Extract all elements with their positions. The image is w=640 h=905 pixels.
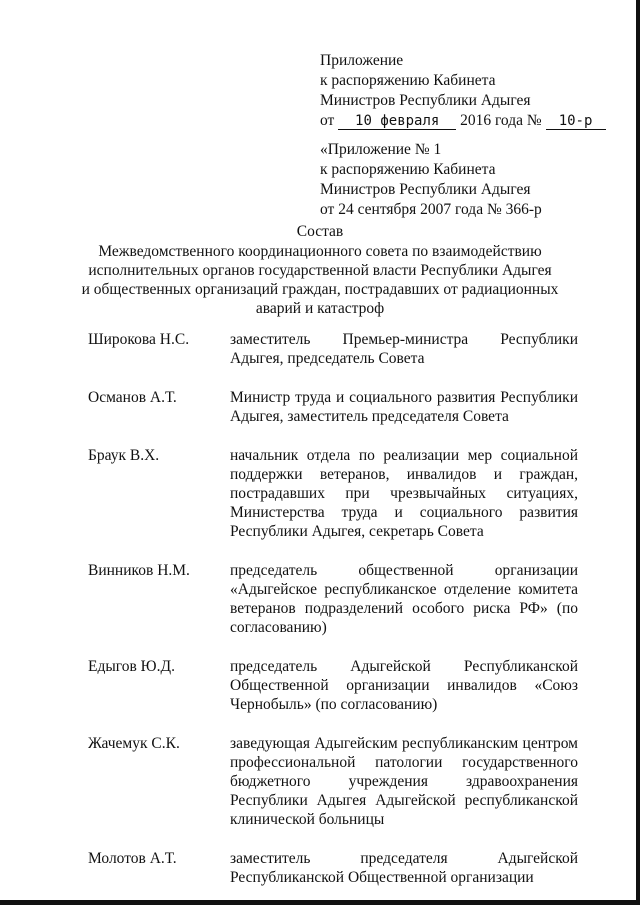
member-name: Едыгов Ю.Д. bbox=[88, 658, 175, 675]
reference-line: «Приложение № 1 bbox=[320, 141, 442, 158]
title-line: исполнительных органов государственной власти Республики Адыгея bbox=[88, 262, 552, 279]
original-appendix-reference bbox=[320, 140, 542, 220]
member-row bbox=[88, 446, 578, 541]
handwritten-number: 10-р bbox=[546, 113, 606, 130]
title-heading: Состав bbox=[296, 223, 344, 240]
member-name: Широкова Н.С. bbox=[88, 331, 190, 348]
appendix-date-line bbox=[320, 111, 606, 131]
member-row bbox=[88, 388, 578, 426]
member-row bbox=[88, 734, 578, 829]
title-line: аварий и катастроф bbox=[255, 300, 385, 317]
reference-line: к распоряжению Кабинета bbox=[320, 161, 496, 178]
member-role: заведующая Адыгейским республиканским центром профессиональной патологии государственного бюджетного учреждения здравоохранения Республики Адыгея Адыгейской республиканской клинической больницы bbox=[230, 735, 578, 828]
member-role: заместитель Премьер-министра Республики Адыгея, председатель Совета bbox=[230, 331, 578, 367]
scan-edge-right bbox=[636, 0, 640, 905]
year-text: 2016 года № bbox=[460, 112, 542, 129]
member-name: Браук В.Х. bbox=[88, 447, 160, 464]
reference-line: от 24 сентября 2007 года № 366-р bbox=[320, 201, 542, 218]
members-list bbox=[88, 330, 578, 887]
member-role: заместитель председателя Адыгейской Республиканской Общественной организации bbox=[230, 850, 578, 886]
member-name: Молотов А.Т. bbox=[88, 850, 177, 867]
member-role: председатель Адыгейской Республиканской Общественной организации инвалидов «Союз Чернобыль» (по согласованию) bbox=[230, 658, 578, 713]
appendix-line: Министров Республики Адыгея bbox=[320, 92, 531, 109]
appendix-header bbox=[320, 51, 606, 131]
scan-edge-bottom bbox=[0, 900, 640, 905]
title-line: Межведомственного координационного совета по взаимодействию bbox=[98, 243, 542, 260]
reference-line: Министров Республики Адыгея bbox=[320, 181, 531, 198]
member-role: председатель общественной организации «Адыгейское республиканское отделение комитета ветеранов подразделений особого риска РФ» (по согласованию) bbox=[230, 562, 578, 636]
handwritten-date: 10 февраля bbox=[338, 113, 456, 130]
member-name: Винников Н.М. bbox=[88, 562, 190, 579]
appendix-line: к распоряжению Кабинета bbox=[320, 72, 496, 89]
date-prefix: от bbox=[320, 112, 335, 129]
member-row bbox=[88, 330, 578, 368]
member-name: Жачемук С.К. bbox=[88, 735, 180, 752]
title-line: и общественных организаций граждан, пострадавших от радиационных bbox=[81, 281, 559, 298]
member-row bbox=[88, 657, 578, 714]
member-row bbox=[88, 561, 578, 637]
member-row bbox=[88, 849, 578, 887]
member-role: Министр труда и социального развития Республики Адыгея, заместитель председателя Совета bbox=[230, 389, 578, 425]
document-title bbox=[70, 222, 570, 318]
appendix-line: Приложение bbox=[320, 52, 404, 69]
member-role: начальник отдела по реализации мер социальной поддержки ветеранов, инвалидов и граждан, пострадавших при чрезвычайных ситуациях, Министерства труда и социального развития Республики Адыгея, секретарь Совета bbox=[230, 447, 578, 540]
member-name: Османов А.Т. bbox=[88, 389, 177, 406]
